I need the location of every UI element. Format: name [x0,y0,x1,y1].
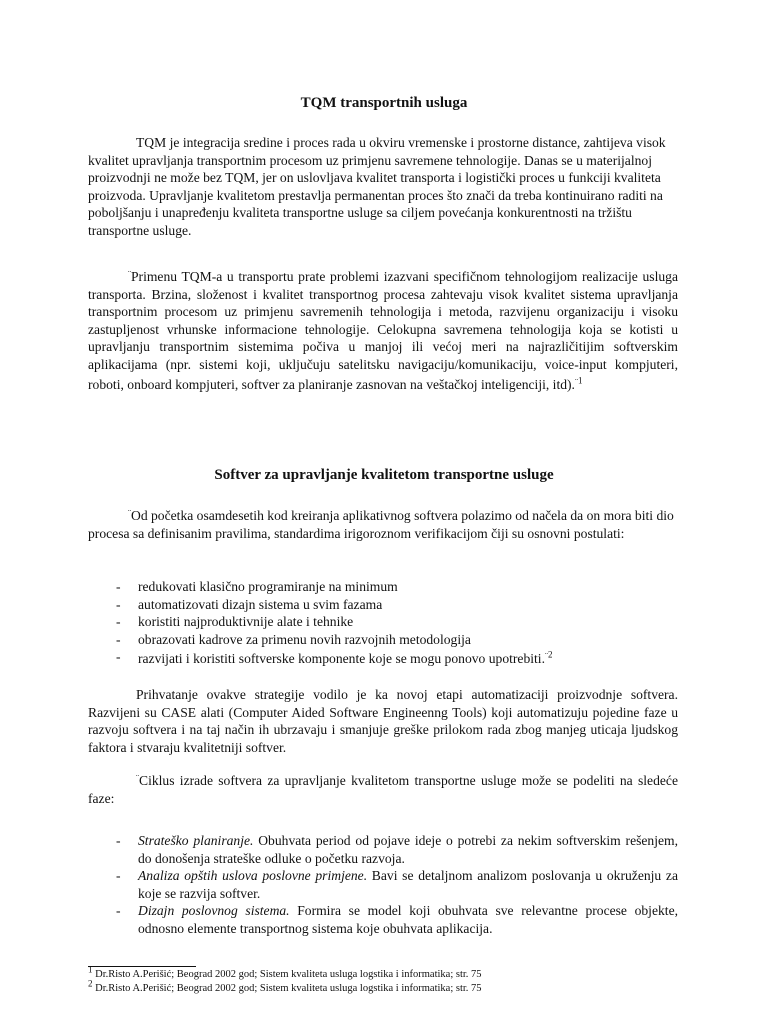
list-item [88,648,678,668]
quote-close-mark: ¨ [574,376,578,387]
dash-bullet: - [116,903,121,919]
list-item [88,613,678,631]
footnote-text: Dr.Risto A.Perišić; Beograd 2002 god; Sistem kvaliteta usluga logstika i informatika; str. 75 [92,983,482,994]
dash-bullet: - [116,614,121,630]
phase-description: Obuhvata period od pojave ideje o potrebi za nekim softverskim rešenjem, do donošenja strateške odluke o početku razvoja. [138,833,679,866]
list-item [88,902,678,937]
footnote-2 [88,978,688,995]
list-item [88,578,678,596]
phase-term: Dizajn poslovnog sistema. [138,903,290,919]
quote-open-mark: ¨ [128,269,131,279]
paragraph-body [88,770,678,807]
section-title-tqm: TQM transportnih usluga [300,95,468,111]
list-item [88,867,678,902]
paragraph-cycle-intro [88,770,678,807]
footnote-number: 1 [88,964,93,975]
paragraph-text: Primenu TQM-a u transportu prate problemi izazvani specifičnom tehnologijom realizacije usluga transporta. Brzina, složenost i kvalitet transportnog procesa zahtevaju visok kvalitet sistema upravljanja transportnim procesom uz primjenu savremenih tehnologija i metoda, razvijenu organizaciju i visoku zastupljenost vrhunske informacione tehnologije. Celokupna savremena tehnologija koja se kotisti u upravljanju transportnim sistemima počiva u manjoj ili većoj meri na najrazličitijim softverskim aplikacijama (npr. sistemi koji, uključuju satelitsku navigaciju/komunikaciju, voice-input kompjuteri, roboti, onboard kompjuteri, softver za planiranje zasnovan na veštačkoj inteligenciji, itd). [88,269,678,392]
quote-close-mark: ¨ [544,651,548,662]
paragraph-text: Ciklus izrade softvera za upravljanje kvalitetom transportne usluge može se podeliti na sledeće faze: [88,773,678,806]
paragraph-tqm-intro [88,134,678,240]
phases-list [88,832,678,938]
section-title-software: Softver za upravljanje kvalitetom transportne usluge [214,467,554,483]
phases-list-block [88,832,678,938]
paragraph-text: TQM je integracija sredine i proces rada u okviru vremenske i prostorne distance, zahtijeva visok kvalitet upravljanja transportnim procesom uz primjenu savremene tehnologije. Danas se u materijalnoj proizvodnji ne može bez TQM, jer on uslovljava kvalitet transporta i logistički proces u funkciji kvaliteta proizvoda. Upravljanje kvalitetom prestavlja permanentan proces što znači da treba kontinuirano raditi na poboljšanju i unapređenju kvaliteta transportne usluge sa ciljem povećanja konkurentnosti na tržištu transportne usluge. [88,135,666,238]
quote-open-mark: ¨ [136,773,139,783]
dash-bullet: - [116,833,121,848]
list-item [88,631,678,649]
paragraph-text: Prihvatanje ovakve strategije vodilo je ka novoj etapi automatizaciji proizvodnje softvera. Razvijeni su CASE alati (Computer Aided Software Engineenng Tools) koji automatizuju pojedine faze u razvoju softvera i na taj način ih ubrzavaju i smanjuje greške prilokom rada zbog manjeg uticaja ljudskog faktora i stvaraju kvalitetniji softver. [88,687,678,755]
dash-bullet: - [116,631,121,647]
phase-description: Formira se model koji obuhvata sve relevantne procese objekte, odnosno elemente transportnog sistema koje obuhvata aplikacija. [138,903,678,936]
footnote-ref-1[interactable]: 1 [577,375,583,386]
paragraph-body [88,266,678,393]
footnote-number: 2 [88,978,93,989]
dash-bullet: - [116,868,121,884]
paragraph-body [88,505,678,542]
paragraph-case-tools [88,686,678,756]
list-item-text: automatizovati dizajn sistema u svim fazama [138,596,383,612]
dash-bullet: - [116,579,121,594]
phase-term: Analiza opštih uslova poslovne primjene. [138,868,368,884]
footnote-text: Dr.Risto A.Perišić; Beograd 2002 god; Sistem kvaliteta usluga logstika i informatika; str. 75 [92,969,482,980]
dash-bullet: - [116,649,121,665]
postulates-list-block [88,578,678,668]
list-item-text: koristiti najproduktivnije alate i tehnike [138,614,354,630]
phase-term: Strateško planiranje. [138,833,254,848]
dash-bullet: - [116,596,121,612]
list-item [88,596,678,614]
footnote-separator [88,966,196,967]
footnote-1 [88,964,688,981]
list-item-text: obrazovati kadrove za primenu novih razvojnih metodologija [138,631,471,647]
quote-open-mark: ¨ [128,508,131,518]
list-item [88,832,678,867]
list-item-text: razvijati i koristiti softverske komponente koje se mogu ponovo upotrebiti. [138,651,545,667]
paragraph-text: Od početka osamdesetih kod kreiranja aplikativnog softvera polazimo od načela da on mora biti dio procesa sa definisanim pravilima, standardima irigoroznom verifikacijom čiji su osnovni postulati: [88,508,674,541]
postulates-list [88,578,678,668]
paragraph-software-intro [88,505,678,542]
paragraph-tqm-problems [88,266,678,393]
phase-description: Bavi se detaljnom analizom poslovanja u okruženju za koje se razvija softver. [138,868,678,901]
list-item-text: redukovati klasično programiranje na minimum [138,579,398,594]
footnote-ref-2[interactable]: 2 [547,649,553,660]
